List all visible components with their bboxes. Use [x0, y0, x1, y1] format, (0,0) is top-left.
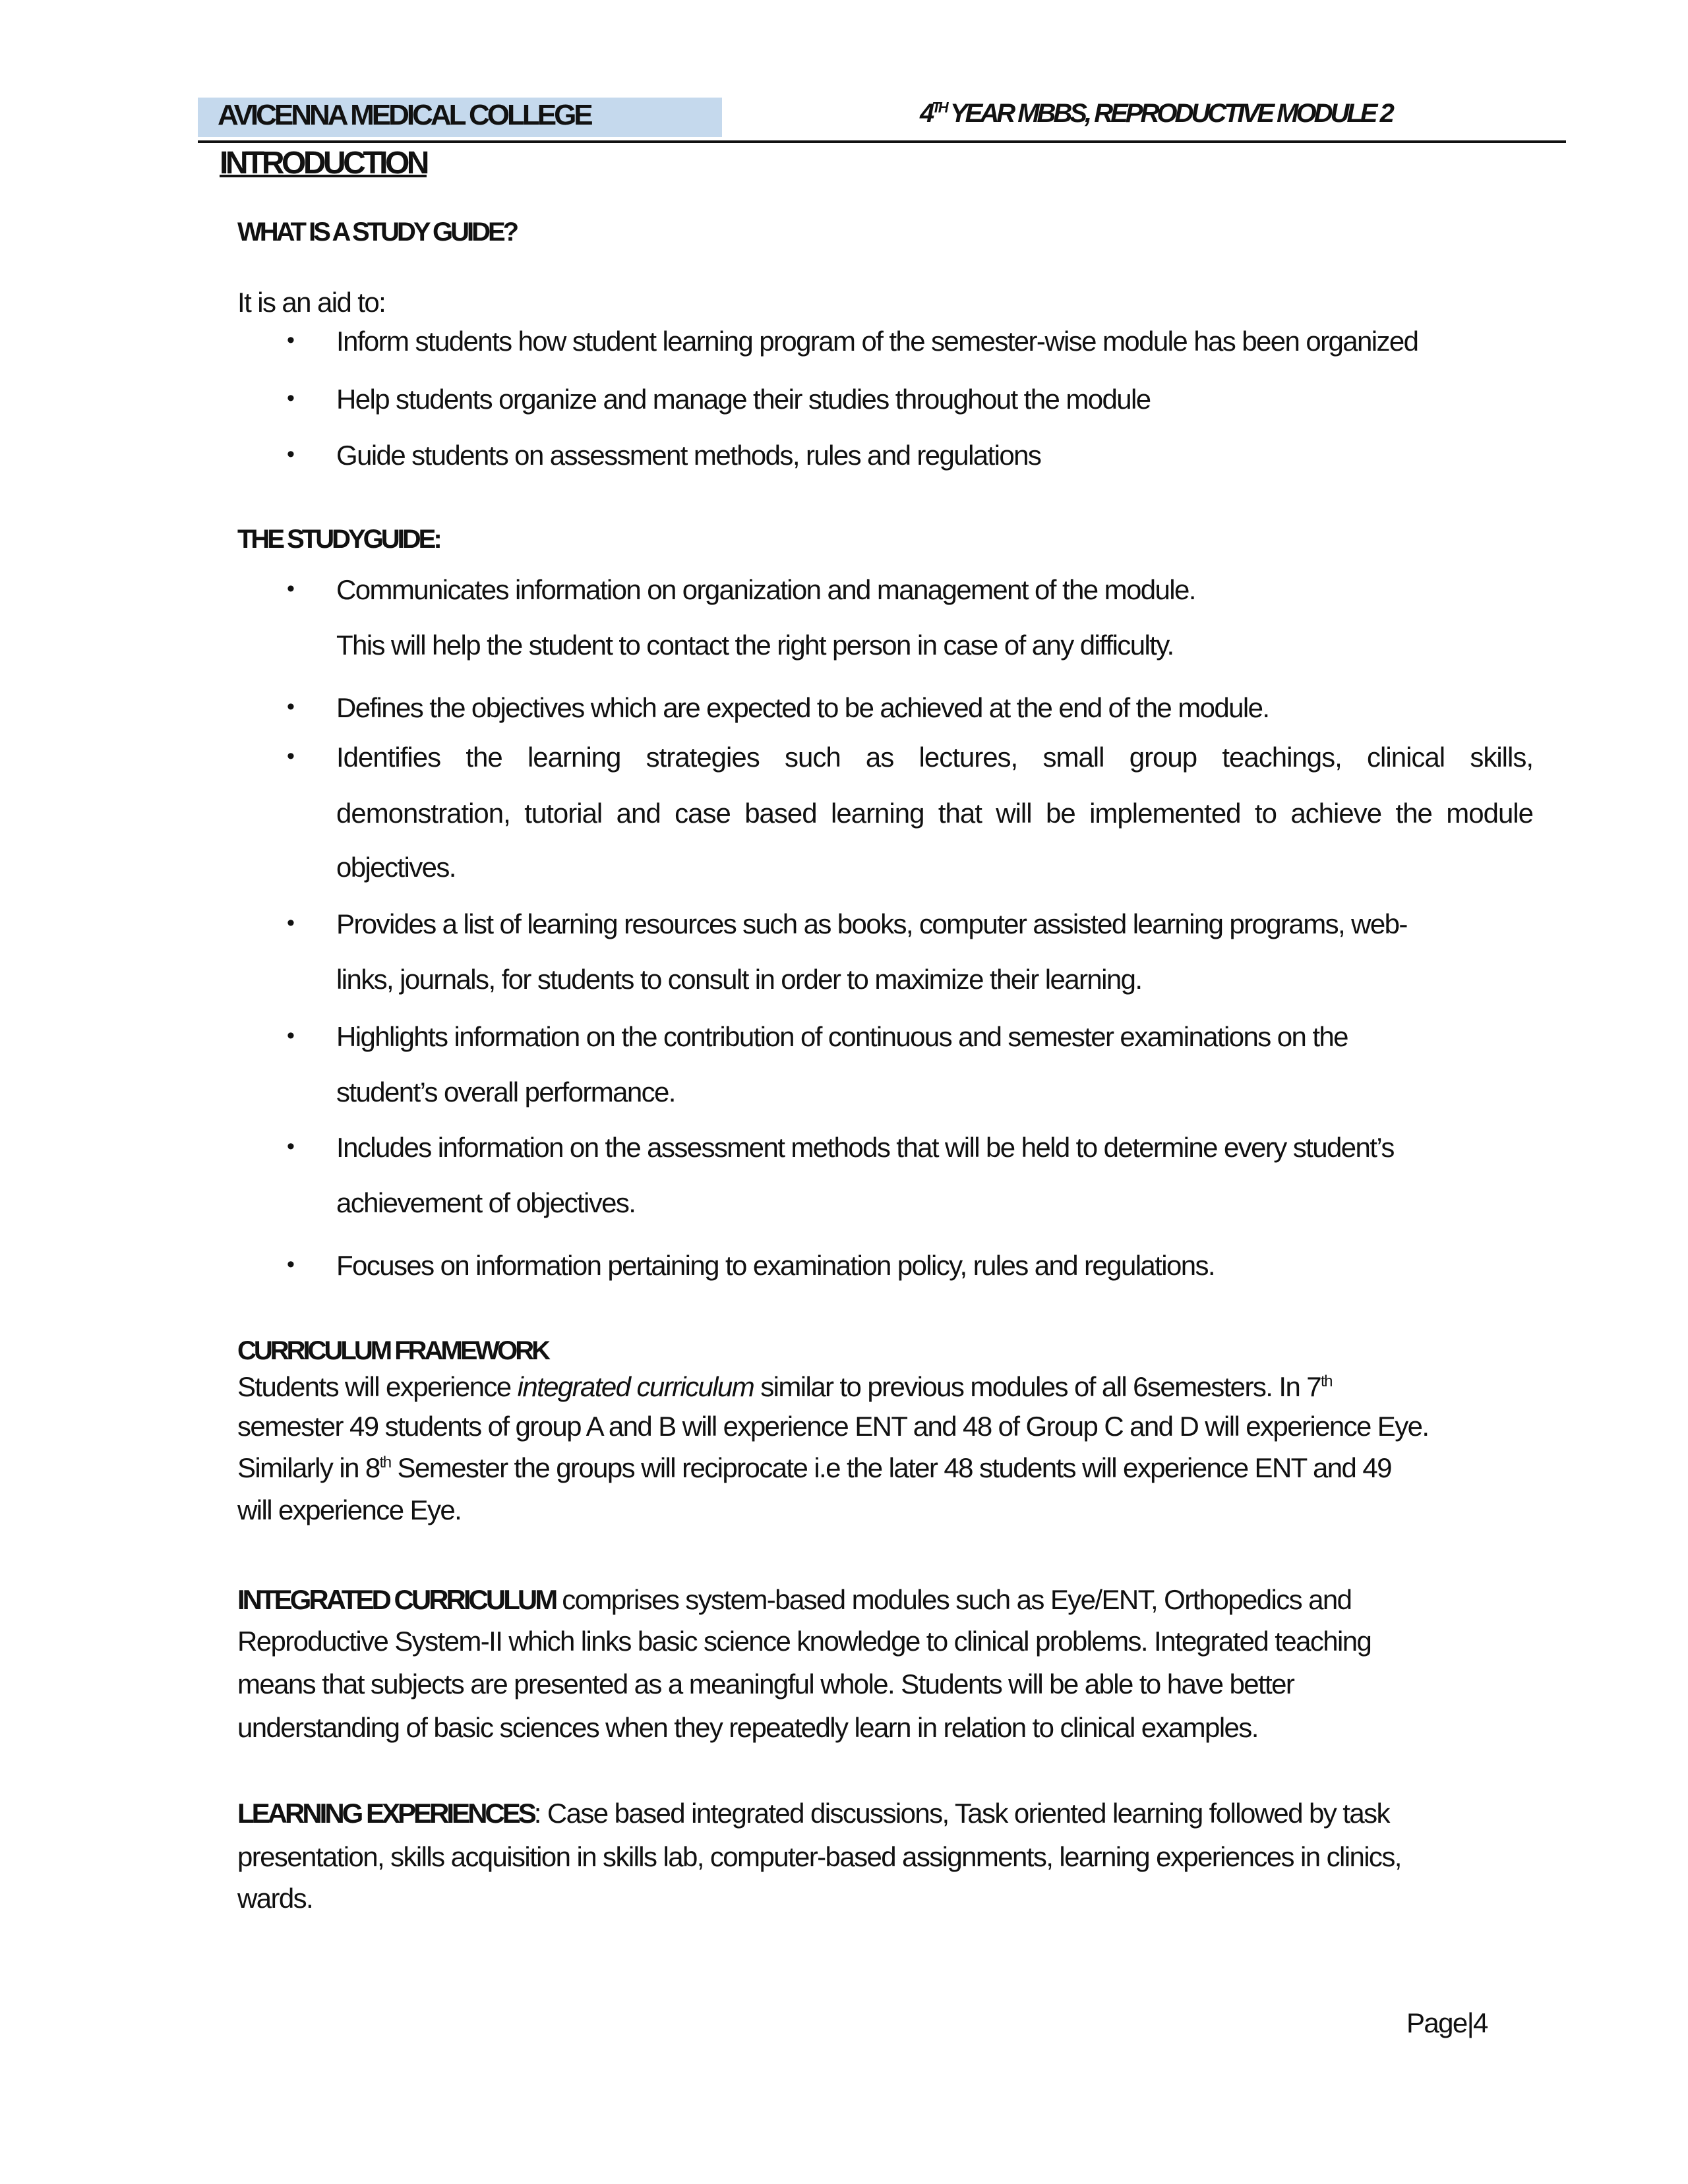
bullet-icon: • [287, 576, 295, 601]
bullet-icon: • [287, 1023, 295, 1048]
list-item-continued: student’s overall performance. [336, 1077, 675, 1107]
list-item-continued: demonstration, tutorial and case based learning that will be implemented to achieve the module [336, 798, 1533, 829]
list-item: Help students organize and manage their studies throughout the module [336, 384, 1151, 415]
module-title: 4TH YEAR MBBS, REPRODUCTIVE MODULE 2 [920, 99, 1392, 128]
list-item: Inform students how student learning program of the semester-wise module has been organized [336, 326, 1418, 357]
section-heading: CURRICULUM FRAMEWORK [237, 1336, 549, 1365]
list-item: Highlights information on the contribution of continuous and semester examinations on the [336, 1021, 1348, 1052]
bullet-icon: • [287, 1134, 295, 1159]
list-item-continued: links, journals, for students to consult in order to maximize their learning. [336, 964, 1142, 995]
paragraph-line: wards. [237, 1883, 313, 1914]
paragraph-line: means that subjects are presented as a meaningful whole. Students will be able to have better [237, 1668, 1294, 1699]
bullet-icon: • [287, 328, 295, 353]
paragraph-line: Students will experience integrated curriculum similar to previous modules of all 6semesters. In 7th [237, 1371, 1332, 1402]
section-heading: THE STUDYGUIDE: [237, 525, 440, 554]
paragraph-line: INTEGRATED CURRICULUM comprises system-based modules such as Eye/ENT, Orthopedics and [237, 1584, 1352, 1615]
page-title: INTRODUCTION [220, 146, 427, 181]
list-item: Includes information on the assessment methods that will be held to determine every student’s [336, 1132, 1394, 1163]
header-rule [198, 140, 1566, 143]
paragraph-line: will experience Eye. [237, 1494, 462, 1525]
list-item: Defines the objectives which are expected to be achieved at the end of the module. [336, 692, 1269, 723]
bullet-icon: • [287, 744, 295, 769]
list-item: Provides a list of learning resources such as books, computer assisted learning programs, web- [336, 908, 1407, 939]
list-item: Identifies the learning strategies such as lectures, small group teachings, clinical skills, [336, 742, 1533, 773]
bullet-icon: • [287, 910, 295, 935]
list-item-continued: achievement of objectives. [336, 1187, 636, 1218]
bullet-icon: • [287, 694, 295, 719]
paragraph-line: semester 49 students of group A and B will experience ENT and 48 of Group C and D will experience Eye. [237, 1411, 1429, 1442]
section-heading: WHAT IS A STUDY GUIDE? [237, 218, 517, 247]
paragraph-line: LEARNING EXPERIENCES: Case based integrated discussions, Task oriented learning followed by task [237, 1798, 1389, 1829]
list-item: Focuses on information pertaining to examination policy, rules and regulations. [336, 1250, 1215, 1281]
bullet-icon: • [287, 386, 295, 411]
list-item: Communicates information on organization and management of the module. [336, 574, 1195, 605]
bullet-icon: • [287, 442, 295, 467]
paragraph-line: understanding of basic sciences when they repeatedly learn in relation to clinical examples. [237, 1712, 1258, 1743]
paragraph-line: Similarly in 8th Semester the groups will reciprocate i.e the later 48 students will experience ENT and 49 [237, 1452, 1391, 1483]
list-item: Guide students on assessment methods, rules and regulations [336, 440, 1041, 471]
intro-text: It is an aid to: [237, 287, 386, 318]
list-item-continued: objectives. [336, 852, 456, 883]
paragraph-line: Reproductive System-II which links basic science knowledge to clinical problems. Integrated teaching [237, 1626, 1372, 1657]
college-name: AVICENNA MEDICAL COLLEGE [218, 99, 591, 131]
page-number: Page|4 [1406, 2007, 1488, 2038]
list-item-continued: This will help the student to contact the right person in case of any difficulty. [336, 630, 1174, 661]
paragraph-line: presentation, skills acquisition in skills lab, computer-based assignments, learning experiences in clinics, [237, 1841, 1401, 1872]
bullet-icon: • [287, 1252, 295, 1277]
